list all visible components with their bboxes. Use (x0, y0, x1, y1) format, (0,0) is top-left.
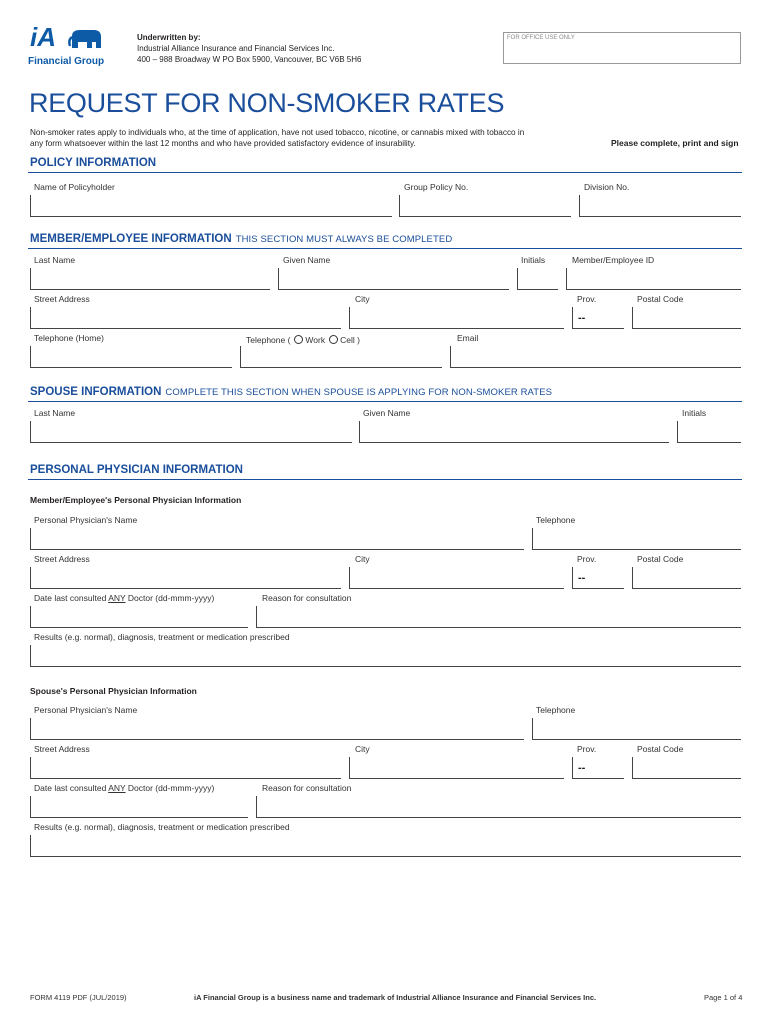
spouse-physician-subheading: Spouse's Personal Physician Information (30, 686, 197, 696)
spouse-initials-field[interactable] (677, 421, 741, 443)
ia-logo (28, 22, 106, 72)
policy-heading-text: POLICY INFORMATION (30, 157, 157, 169)
mp-postal-field[interactable] (632, 567, 741, 589)
group-policy-label: Group Policy No. (404, 182, 469, 192)
mp-street-field[interactable] (30, 567, 341, 589)
logo-text: iA (30, 22, 56, 52)
member-prov-label: Prov. (577, 294, 597, 304)
member-given-name-label: Given Name (283, 255, 331, 265)
mp-results-field[interactable] (30, 645, 741, 667)
intro-line-1: Non-smoker rates apply to individuals who, at the time of application, have not used tobacco, nicotine, or cannabis mixed with tobacco in (30, 128, 525, 137)
member-city-field[interactable] (349, 307, 564, 329)
policy-heading (30, 157, 156, 169)
sp-reason-field[interactable] (256, 796, 741, 818)
member-given-name-field[interactable] (278, 268, 509, 290)
member-initials-field[interactable] (517, 268, 558, 290)
sp-telephone-field[interactable] (532, 718, 741, 740)
member-tel-home-label: Telephone (Home) (34, 333, 104, 343)
sp-street-field[interactable] (30, 757, 341, 779)
member-postal-label: Postal Code (637, 294, 684, 304)
work-radio[interactable] (294, 335, 303, 344)
member-heading-text: MEMBER/EMPLOYEE INFORMATION (30, 233, 232, 245)
cell-label: Cell ) (340, 335, 360, 345)
member-street-field[interactable] (30, 307, 341, 329)
mp-reason-label: Reason for consultation (262, 593, 352, 603)
intro-text (30, 127, 524, 149)
cell-radio[interactable] (329, 335, 338, 344)
spouse-heading (30, 386, 552, 398)
mp-prov-label: Prov. (577, 554, 597, 564)
mp-results-label: Results (e.g. normal), diagnosis, treatment or medication prescribed (34, 632, 290, 642)
office-use-label: FOR OFFICE USE ONLY (507, 35, 575, 41)
member-street-label: Street Address (34, 294, 90, 304)
sp-date-post: Doctor (dd-mmm-yyyy) (125, 783, 215, 793)
spouse-given-name-label: Given Name (363, 408, 411, 418)
mp-postal-label: Postal Code (637, 554, 684, 564)
member-postal-field[interactable] (632, 307, 741, 329)
sp-date-field[interactable] (30, 796, 248, 818)
footer-form-number: FORM 4119 PDF (JUL/2019) (30, 993, 127, 1002)
sp-prov-label: Prov. (577, 744, 597, 754)
member-tel-home-field[interactable] (30, 346, 232, 368)
mp-reason-field[interactable] (256, 606, 741, 628)
sp-prov-value: -- (578, 762, 586, 774)
sp-date-any: ANY (108, 783, 126, 793)
member-email-field[interactable] (450, 346, 741, 368)
spouse-given-name-field[interactable] (359, 421, 669, 443)
mp-date-pre: Date last consulted (34, 593, 109, 603)
member-tel-work-field[interactable] (240, 346, 442, 368)
mp-name-label: Personal Physician's Name (34, 515, 138, 525)
physician-heading-text: PERSONAL PHYSICIAN INFORMATION (30, 464, 243, 476)
elephant-icon (68, 28, 102, 50)
member-prov-value: -- (578, 312, 586, 324)
division-field[interactable] (579, 195, 741, 217)
office-use-box (503, 32, 741, 64)
spouse-last-name-label: Last Name (34, 408, 76, 418)
sp-results-field[interactable] (30, 835, 741, 857)
mp-date-label (34, 593, 214, 603)
mp-date-any: ANY (108, 593, 126, 603)
mp-name-field[interactable] (30, 528, 524, 550)
member-city-label: City (355, 294, 370, 304)
intro-line-2: any form whatsoever within the last 12 months and who have provided satisfactory evidence of insurability. (30, 139, 416, 148)
physician-heading (30, 464, 243, 476)
work-label: Work (305, 335, 326, 345)
policyholder-label: Name of Policyholder (34, 182, 115, 192)
mp-city-field[interactable] (349, 567, 564, 589)
sp-date-label (34, 783, 214, 793)
member-email-label: Email (457, 333, 479, 343)
physician-divider (28, 479, 742, 480)
spouse-heading-text: SPOUSE INFORMATION (30, 386, 162, 398)
mp-telephone-field[interactable] (532, 528, 741, 550)
spouse-divider (28, 401, 742, 402)
sp-date-pre: Date last consulted (34, 783, 109, 793)
group-policy-field[interactable] (399, 195, 571, 217)
member-id-field[interactable] (566, 268, 741, 290)
spouse-initials-label: Initials (682, 408, 707, 418)
mp-telephone-label: Telephone (536, 515, 576, 525)
sp-postal-field[interactable] (632, 757, 741, 779)
mp-street-label: Street Address (34, 554, 90, 564)
member-tel-work-cell-label (246, 335, 360, 345)
company-name: Industrial Alliance Insurance and Financial Services Inc. (137, 44, 335, 53)
member-physician-subheading: Member/Employee's Personal Physician Information (30, 495, 242, 505)
mp-prov-value: -- (578, 572, 586, 584)
footer-trademark: iA Financial Group is a business name and trademark of Industrial Alliance Insurance and Financial Services Inc. (194, 993, 597, 1002)
spouse-last-name-field[interactable] (30, 421, 352, 443)
sp-results-label: Results (e.g. normal), diagnosis, treatment or medication prescribed (34, 822, 290, 832)
sp-city-label: City (355, 744, 370, 754)
member-divider (28, 248, 742, 249)
sp-postal-label: Postal Code (637, 744, 684, 754)
member-last-name-field[interactable] (30, 268, 270, 290)
mp-date-field[interactable] (30, 606, 248, 628)
mp-city-label: City (355, 554, 370, 564)
underwriter-block (137, 32, 361, 65)
instruction-text: Please complete, print and sign (611, 138, 739, 148)
underwritten-label: Underwritten by: (137, 33, 201, 42)
member-heading (30, 233, 452, 245)
sp-telephone-label: Telephone (536, 705, 576, 715)
sp-name-field[interactable] (30, 718, 524, 740)
member-last-name-label: Last Name (34, 255, 76, 265)
sp-city-field[interactable] (349, 757, 564, 779)
logo-subtext: Financial Group (28, 56, 105, 67)
division-label: Division No. (584, 182, 630, 192)
page-title: REQUEST FOR NON-SMOKER RATES (29, 88, 505, 118)
mp-date-post: Doctor (dd-mmm-yyyy) (125, 593, 215, 603)
footer-page-number: Page 1 of 4 (704, 993, 743, 1002)
member-subheading: THIS SECTION MUST ALWAYS BE COMPLETED (235, 234, 453, 245)
spouse-subheading: COMPLETE THIS SECTION WHEN SPOUSE IS APPLYING FOR NON-SMOKER RATES (165, 387, 553, 398)
policyholder-field[interactable] (30, 195, 392, 217)
member-initials-label: Initials (521, 255, 546, 265)
policy-divider (28, 172, 742, 173)
company-address: 400 – 988 Broadway W PO Box 5900, Vancouver, BC V6B 5H6 (137, 55, 362, 64)
sp-street-label: Street Address (34, 744, 90, 754)
tel-prefix: Telephone ( (246, 335, 291, 345)
member-id-label: Member/Employee ID (572, 255, 655, 265)
sp-reason-label: Reason for consultation (262, 783, 352, 793)
sp-name-label: Personal Physician's Name (34, 705, 138, 715)
